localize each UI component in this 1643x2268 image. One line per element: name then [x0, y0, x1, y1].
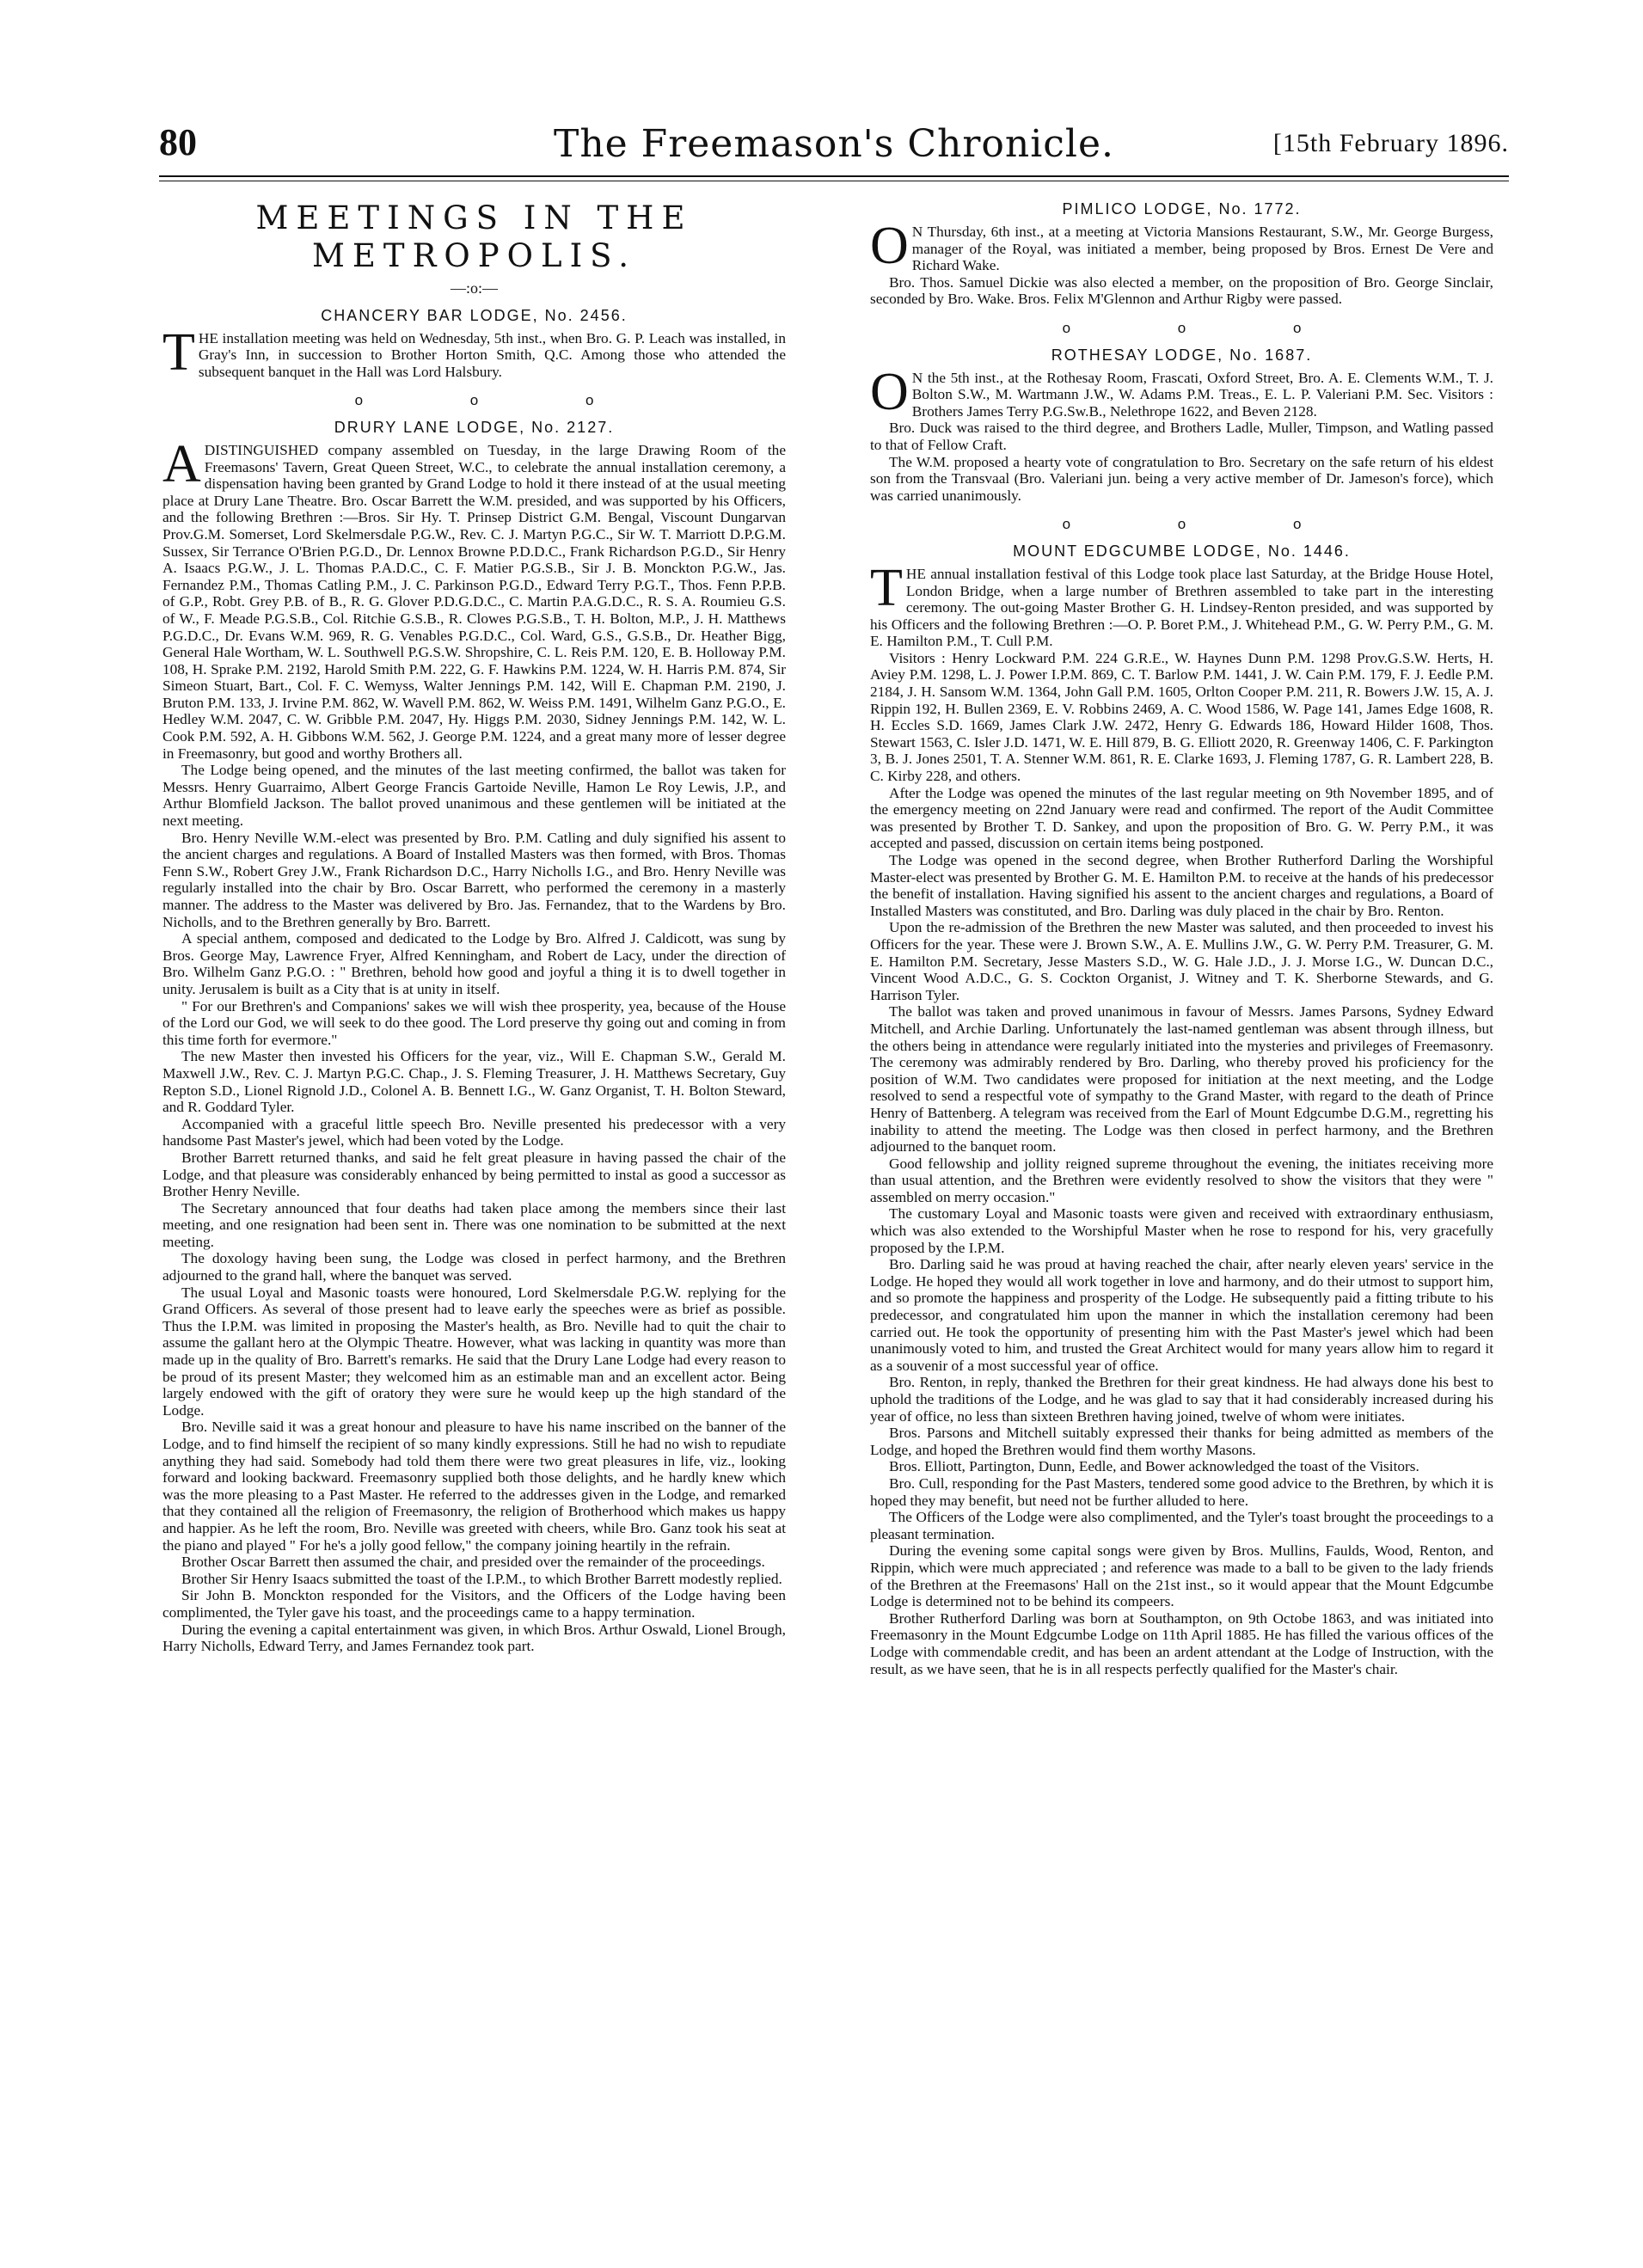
drop-cap: O — [870, 362, 909, 421]
issue-date: [15th February 1896. — [1272, 129, 1509, 157]
ornament-divider: o o o — [354, 392, 646, 409]
mount-paragraph: The Officers of the Lodge were also complimented, and the Tyler's toast brought the proceedings to a pleasant termination. — [870, 1509, 1493, 1542]
left-column — [162, 199, 786, 1655]
drury-paragraph: The Secretary announced that four deaths had taken place among the members since their last meeting, and one resignation had been sent in. There was one nomination to be submitted at the next meeting. — [162, 1199, 786, 1250]
drop-cap: O — [870, 217, 909, 275]
drop-cap: T — [162, 322, 195, 382]
mount-paragraph: Bros. Parsons and Mitchell suitably expressed their thanks for being admitted as members of the Lodge, and hoped the Brethren would find them worthy Masons. — [870, 1425, 1493, 1458]
drury-paragraph: The doxology having been sung, the Lodge was closed in perfect harmony, and the Brethren adjourned to the grand hall, where the banquet was served. — [162, 1250, 786, 1284]
drury-paragraph: The usual Loyal and Masonic toasts were honoured, Lord Skelmersdale P.G.W. replying for the Grand Officers. As several of those present had to leave early the speeches were as brief as possible. Thus the I.P.M. was limited in proposing the Master's health, as Bro. Neville had to quit the chair to assume the gallant hero at the Olympic Theatre. However, what was lacking in quantity was more than made up in the quality of Bro. Barrett's remarks. He said that the Drury Lane Lodge had every reason to be proud of its present Master; they welcomed him as an estimable man and an excellent actor. Being largely endowed with the gift of oratory they were sure he would keep up the high standard of the Lodge. — [162, 1284, 786, 1419]
mount-paragraph: Upon the re-admission of the Brethren the new Master was saluted, and then proceeded to invest his Officers for the year. These were J. Brown S.W., A. E. Mullins J.W., G. W. Perry P.M. Treasurer, G. M. E. Hamilton P.M. Secretary, Jesse Masters S.D., W. G. Hale J.D., J. J. Morse I.G., W. Duncan D.C., Vincent Wood A.D.C., G. S. Cockton Organist, J. Witney and T. K. Sherborne Stewards, and G. Harrison Tyler. — [870, 919, 1493, 1003]
right-column — [870, 199, 1493, 1677]
drury-paragraph: Brother Sir Henry Isaacs submitted the toast of the I.P.M., to which Brother Barrett modestly replied. — [181, 1570, 782, 1587]
mount-paragraph: Bro. Cull, responding for the Past Masters, tendered some good advice to the Brethren, by which it is hoped they may benefit, but need not be further alluded to here. — [870, 1474, 1493, 1509]
mount-paragraph: Visitors : Henry Lockward P.M. 224 G.R.E., W. Haynes Dunn P.M. 1298 Prov.G.S.W. Herts, H. Aviey P.M. 1298, L. J. Power I.P.M. 869, C. T. Barlow P.M. 1441, J. W. Cain P.M. 179, F. J. Eedle P.M. 2184, J. H. Sansom W.M. 1364, John Gall P.M. 1605, Orlton Cooper P.M. 211, R. Bowers J.W. 15, A. J. Rippin 192, H. Bullen 2369, E. V. Robbins 2469, A. C. Wood 1586, W. Page 141, James Edge 1608, R. H. Eccles S.D. 1669, James Clark J.W. 2472, Henry G. Edwards 186, Howard Hilder 1608, Thos. Stewart 1563, C. Isler J.D. 1471, W. E. Hill 879, B. G. Elliott 2020, R. Greenway 1406, C. F. Parkington 3, B. J. Jones 2501, T. A. Stenner W.M. 861, R. E. Clarke 1693, J. Fleming 1787, G. R. Lambert 228, B. C. Kirby 228, and others. — [870, 649, 1493, 785]
drury-paragraph: Accompanied with a graceful little speech Bro. Neville presented his predecessor with a very handsome Past Master's jewel, which had been voted by the Lodge. — [162, 1115, 786, 1149]
mount-edgcumbe-lodge-title: MOUNT EDGCUMBE LODGE, No. 1446. — [1013, 542, 1351, 560]
drury-paragraph: " For our Brethren's and Companions' sakes we will wish thee prosperity, yea, because of the House of the Lord our God, we will seek to do thee good. The Lord preserve thy going out and coming in from this time forth for evermore." — [162, 997, 786, 1048]
chancery-lodge-title: CHANCERY BAR LODGE, No. 2456. — [321, 306, 628, 324]
drury-paragraph: The Lodge being opened, and the minutes of the last meeting confirmed, the ballot was taken for Messrs. Henry Guarraimo, Albert George Francis Gartoide Neville, Hamon Le Roy Lewis, J.P., and Arthur Blomfield Jackson. The ballot proved unanimous and these gentlemen will be initiated at the next meeting. — [162, 762, 786, 830]
section-title: MEETINGS IN THE METROPOLIS. — [255, 199, 693, 274]
section-separator: —:o:— — [450, 279, 498, 297]
mount-paragraph: Good fellowship and jollity reigned supreme throughout the evening, the initiates receiving more than usual attention, and the Brethren were evidently resolved to show the visitors that they were " assembled on merry occasion." — [870, 1155, 1493, 1205]
pimlico-paragraph: O N Thursday, 6th inst., at a meeting at Victoria Mansions Restaurant, S.W., Mr. George Burgess, manager of the Royal, was initiated a member, being proposed by Bros. Ernest De Vere and Richard Wake. — [870, 217, 1493, 275]
drury-paragraph: ADISTINGUISHED company assembled on Tuesday, in the large Drawing Room of the Freemasons' Tavern, Great Queen Street, W.C., to celebrate the annual installation ceremony, a dispensation having been granted by Grand Lodge to hold it there instead of at the usual meeting place at Drury Lane Theatre. Bro. Oscar Barrett the W.M. presided, and was supported by his Officers, and the following Brethren :—Bros. Sir Hy. T. Prinsep District G.M. Bengal, Viscount Dungarvan Prov.G.M. Somerset, Lord Skelmersdale P.G.W., Rev. C. J. Martyn P.G.C., Sir W. T. Marriott D.P.G.M. Sussex, Sir Terrance O'Brien P.G.D., Dr. Lennox Browne P.D.D.C., Frank Richardson P.G.D., Sir Henry A. Isaacs P.G.W., J. L. Thomas P.A.D.C., C. F. Matier P.G.S.B., Sir J. B. Monckton P.G.W., Jas. Fernandez P.M., Thomas Catling P.M., J. C. Parkinson P.G.D., Edward Terry P.G.T., Thos. Fenn P.P.B. of G.P., Robt. Grey P.B. of B., R. G. Glover P.D.G.D.C., C. Martin P.A.G.D.C., R. S. A. Roumieu G.S. of W., F. Meade P.G.S.B., Col. Ritchie G.S.B., R. Clowes P.G.S.B., T. H. Bolton, M.P., J. H. Matthews P.G.D.C., Dr. Evans W.M. 969, R. G. Venables P.G.D.C., Col. Ward, G.S., G.S.B., Dr. Heather Bigg, General Hale Wortham, W. L. Southwell P.G.S.W. Shropshire, C. L. Reis P.M. 120, E. B. Holloway P.M. 108, H. Sprake P.M. 2192, Harold Smith P.M. 222, G. F. Hawkins P.M. 1224, W. H. Harris P.M. 874, Sir Simeon Stuart, Bart., Col. F. C. Wemyss, Walter Jennings P.M. 142, Will E. Chapman P.M. 2190, J. Bruton P.M. 133, J. Irvine P.M. 862, W. Wavell P.M. 862, W. Weiss P.M. 1491, Wilhelm Ganz P.G.O., E. Hedley W.M. 2047, C. W. Gribble P.M. 2047, Hy. Higgs P.M. 2030, Sidney Jennings P.M. 142, W. L. Cook P.M. 592, A. H. Gibbons W.M. 562, J. George P.M. 1224, and a great many more of lesser degree in Freemasonry, but good and worthy Brothers all. — [162, 434, 786, 762]
drury-paragraph: Bro. Neville said it was a great honour and pleasure to have his name inscribed on the banner of the Lodge, and to find himself the recipient of so many kindly expressions. Still he had no wish to repudiate anything they had said. Somebody had told them there were two great pleasures in life, viz., looking forward and looking backward. Freemasonry supplied both those delights, and he hardly knew which was the more pleasing to a Past Master. He referred to the addresses given in the Lodge, and remarked that they contained all the religion of Freemasonry, the religion of Brotherhood which makes us happy and happier. As he left the room, Bro. Neville was greeted with cheers, while Bro. Ganz took his seat at the piano and played " For he's a jolly good fellow," the company joining heartily in the refrain. — [162, 1419, 786, 1554]
mount-paragraph: Brother Rutherford Darling was born at Southampton, on 9th Octobe 1863, and was initiated into Freemasonry in the Mount Edgcumbe Lodge on 11th April 1885. He has filled the various offices of the Lodge with commendable credit, and has been an ardent attendant at the Lodge of Instruction, with the result, as we have seen, that he is in all respects perfectly qualified for the Master's chair. — [870, 1609, 1493, 1677]
ornament-divider: o o o — [1062, 319, 1353, 336]
drury-paragraph: Bro. Henry Neville W.M.-elect was presented by Bro. P.M. Catling and duly signified his assent to the ancient charges and regulations. A Board of Installed Masters was then formed, with Bros. Thomas Fenn S.W., Robert Grey J.W., Frank Richardson D.C., Harry Nicholls I.G., and Bro. Henry Neville was regularly installed into the chair by Bro. Oscar Barrett, who performed the ceremony in a masterly manner. The address to the Master was delivered by Bro. Jas. Fernandez, that to the Wardens by Bro. Nicholls, and to the Brethren generally by Bro. Barrett. — [162, 829, 786, 930]
page-header — [159, 120, 1509, 172]
mount-paragraph: Bro. Darling said he was proud at having reached the chair, after nearly eleven years' service in the Lodge. He hoped they would all work together in love and harmony, and do their utmost to support him, and so promote the happiness and prosperity of the Lodge. He subsequently paid a fitting tribute to his predecessor, and congratulated him upon the manner in which the installation ceremony had been carried out. He took the opportunity of presenting him with the Past Master's jewel which had been unanimously voted to him, and trusted the Great Architect would for many years allow him to regard it as a souvenir of a most successful year of office. — [870, 1256, 1493, 1374]
page-number: 80 — [159, 121, 197, 163]
drop-cap: T — [870, 558, 903, 617]
mount-paragraph: The Lodge was opened in the second degree, when Brother Rutherford Darling the Worshipful Master-elect was presented by Brother G. M. E. Hamilton P.M. to receive at the hands of his predecessor the benefit of installation. Having signified his assent to the ancient charges and regulations, a Board of Installed Masters was constituted, and Bro. Darling was duly placed in the chair by Bro. Renton. — [870, 852, 1493, 919]
header-rule-top — [159, 175, 1509, 177]
page-title: The Freemason's Chronicle. — [553, 122, 1115, 166]
pimlico-paragraph: Bro. Thos. Samuel Dickie was also elected a member, on the proposition of Bro. George Sinclair, seconded by Bro. Wake. Bros. Felix M'Glennon and Arthur Rigby were passed. — [870, 273, 1493, 308]
rothesay-paragraph: Bro. Duck was raised to the third degree, and Brothers Ladle, Muller, Timpson, and Watling passed to that of Fellow Craft. — [870, 420, 1493, 453]
drury-lodge-title: DRURY LANE LODGE, No. 2127. — [334, 418, 615, 436]
drury-paragraph: During the evening a capital entertainment was given, in which Bros. Arthur Oswald, Lionel Brough, Harry Nicholls, Edward Terry, and James Fernandez took part. — [162, 1621, 786, 1655]
drop-cap: A — [162, 434, 201, 493]
mount-paragraph: Bros. Elliott, Partington, Dunn, Eedle, and Bower acknowledged the toast of the Visitors. — [889, 1458, 1419, 1475]
chancery-paragraph: THE installation meeting was held on Wednesday, 5th inst., when Bro. G. P. Leach was installed, in Gray's Inn, in succession to Brother Horton Smith, Q.C. Among those who attended the subsequent banquet in the Hall was Lord Halsbury. — [162, 322, 786, 382]
drury-paragraph: A special anthem, composed and dedicated to the Lodge by Bro. Alfred J. Caldicott, was sung by Bros. George May, Lawrence Fryer, Alfred Kenningham, and Robert de Lacy, under the direction of Bro. Wilhelm Ganz P.G.O. : " Brethren, behold how good and joyful a thing it is to dwell together in unity. Jerusalem is built as a City that is at unity in itself. — [162, 930, 786, 997]
rothesay-lodge-title: ROTHESAY LODGE, No. 1687. — [1051, 346, 1313, 364]
mount-paragraph: During the evening some capital songs were given by Bros. Mullins, Faulds, Wood, Renton, and Rippin, which were much appreciated ; and reference was made to a ball to be given to the lady friends of the Brethren at the Freemasons' Hall on the 21st inst., so it would appear that the Mount Edgcumbe Lodge is determined not to be behind its compeers. — [870, 1542, 1493, 1610]
drury-paragraph: Brother Barrett returned thanks, and said he felt great pleasure in having passed the chair of the Lodge, and that pleasure was considerably enhanced by being permitted to instal as good a successor as Brother Henry Neville. — [162, 1149, 786, 1200]
rothesay-paragraph: O N the 5th inst., at the Rothesay Room, Frascati, Oxford Street, Bro. A. E. Clements W.M., T. J. Bolton S.W., M. Wartmann J.W., W. Adams P.M. Treas., E. L. P. Valeriani P.M. Sec. Visitors : Brothers James Terry P.G.Sw.B., Nelethrope 1622, and Beven 2128. — [870, 362, 1493, 421]
mount-paragraph: THE annual installation festival of this Lodge took place last Saturday, at the Bridge House Hotel, London Bridge, when a large number of Brethren assembled to take part in the interesting ceremony. The out-going Master Brother G. H. Lindsey-Renton presided, and was supported by his Officers and the following Brethren :—O. P. Boret P.M., J. Whitehead P.M., G. W. Perry P.M., G. M. E. Hamilton P.M., T. Cull P.M. — [870, 558, 1493, 650]
rothesay-paragraph: The W.M. proposed a hearty vote of congratulation to Bro. Secretary on the safe return of his eldest son from the Transvaal (Bro. Valeriani jun. being a very active member of Dr. Jameson's force), which was carried unanimously. — [870, 453, 1493, 504]
mount-paragraph: The customary Loyal and Masonic toasts were given and received with extraordinary enthusiasm, which was also extended to the Worshipful Master when he rose to respond for his, very gracefully proposed by the I.P.M. — [870, 1205, 1493, 1256]
mount-paragraph: Bro. Renton, in reply, thanked the Brethren for their great kindness. He had always done his best to uphold the traditions of the Lodge, and he was glad to say that it had considerably increased during his year of office, no less than sixteen Brethren having joined, twelve of whom were initiates. — [870, 1374, 1493, 1425]
drury-paragraph: The new Master then invested his Officers for the year, viz., Will E. Chapman S.W., Gerald M. Maxwell J.W., Rev. C. J. Martyn P.G.C. Chap., J. S. Fleming Treasurer, J. H. Matthews Secretary, Guy Repton S.D., Lionel Rignold J.D., Colonel A. B. Bennett I.G., W. Ganz Organist, T. H. Bolton Steward, and R. Goddard Tyler. — [162, 1048, 786, 1116]
drury-paragraph: Sir John B. Monckton responded for the Visitors, and the Officers of the Lodge having been complimented, the Tyler gave his toast, and the proceedings came to a happy termination. — [162, 1587, 786, 1621]
mount-paragraph: The ballot was taken and proved unanimous in favour of Messrs. James Parsons, Sydney Edward Mitchell, and Archie Darling. Unfortunately the last-named gentleman was absent through illness, but the others being in attendance were regularly initiated into the mysteries and privileges of Freemasonry. The ceremony was admirably rendered by Bro. Darling, who thereby proved his proficiency for the position of W.M. Two candidates were proposed for initiation at the next meeting, and the Lodge resolved to send a respectful vote of sympathy to the Grand Master, with regard to the death of Prince Henry of Battenberg. A telegram was received from the Earl of Mount Edgcumbe D.G.M., regretting his inability to attend the meeting. The Lodge was then closed in perfect harmony, and the Brethren adjourned to the banquet room. — [870, 1003, 1493, 1155]
drury-paragraph: Brother Oscar Barrett then assumed the chair, and presided over the remainder of the proceedings. — [181, 1554, 765, 1571]
pimlico-lodge-title: PIMLICO LODGE, No. 1772. — [1062, 200, 1302, 218]
ornament-divider: o o o — [1062, 516, 1353, 533]
mount-paragraph: After the Lodge was opened the minutes of the last regular meeting on 9th November 1895, and of the emergency meeting on 22nd January were read and confirmed. The report of the Audit Committee was presented by Brother T. D. Sankey, and upon the proposition of Bro. G. W. Perry P.M., it was accepted and passed, discussion on certain items being postponed. — [870, 784, 1493, 852]
